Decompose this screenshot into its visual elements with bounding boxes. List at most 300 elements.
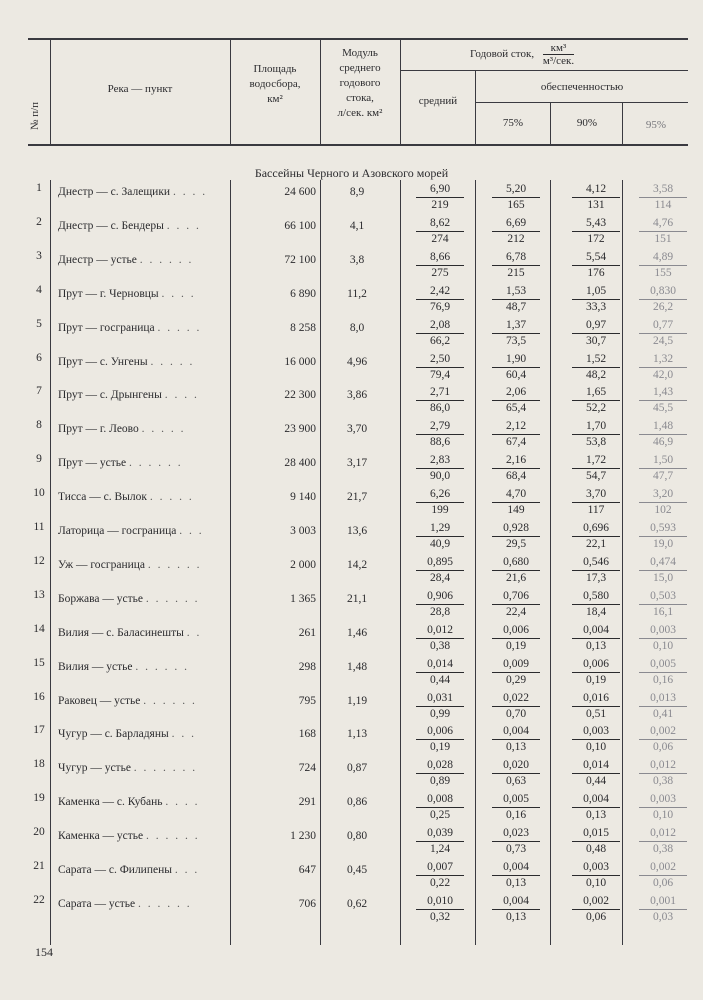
runoff-p75-km3: 1,53: [492, 284, 540, 300]
table-row: [0, 657, 703, 691]
runoff-mean: [410, 758, 470, 789]
leader-dots: . . . . .: [157, 321, 202, 334]
runoff-p95-m3s: 0,38: [652, 843, 674, 856]
river-point: [58, 661, 228, 673]
runoff-mean: [410, 691, 470, 722]
catchment-area: 8 258: [290, 321, 316, 334]
runoff-mean-m3s: 28,8: [429, 605, 451, 618]
leader-dots: . . . . .: [149, 491, 194, 504]
prob-rule: [475, 102, 688, 103]
runoff-p75-m3s: 0,19: [505, 639, 527, 652]
runoff-mean: [410, 318, 470, 349]
runoff-p95-m3s: 24,5: [652, 334, 674, 347]
runoff-modulus: 0,87: [346, 762, 368, 775]
runoff-mean: [410, 724, 470, 755]
river-point: [58, 356, 228, 368]
runoff-mean: [410, 521, 470, 552]
runoff-p95: [633, 216, 693, 247]
runoff-p90: [566, 216, 626, 247]
runoff-p90: [566, 385, 626, 416]
runoff-mean-km3: 2,79: [416, 419, 464, 435]
runoff-mean-km3: 0,010: [416, 894, 464, 910]
river-name: Днестр — устье: [58, 253, 137, 266]
header-runoff-title: Годовой сток,: [470, 48, 535, 61]
runoff-p90: [566, 860, 626, 891]
runoff-p90: [566, 589, 626, 620]
runoff-p75-m3s: 0,13: [505, 741, 527, 754]
river-point: [58, 220, 228, 232]
runoff-mean-m3s: 0,22: [429, 877, 451, 889]
runoff-p95-km3: 4,76: [639, 216, 687, 232]
runoff-p90-km3: 0,014: [572, 758, 620, 774]
runoff-mean-km3: 0,012: [416, 623, 464, 639]
leader-dots: . . . . . .: [147, 558, 202, 571]
row-number: 22: [33, 893, 45, 906]
runoff-mean: [410, 352, 470, 383]
runoff-p75-m3s: 22,4: [505, 605, 527, 618]
river-name: Сарата — с. Филипены: [58, 864, 172, 876]
runoff-p95: [633, 182, 693, 213]
river-point: [58, 728, 228, 740]
runoff-p75: [486, 419, 546, 450]
runoff-p95-m3s: 19,0: [652, 538, 674, 550]
runoff-p75: [486, 487, 546, 518]
catchment-area: 22 300: [284, 389, 316, 402]
row-number: 11: [33, 521, 45, 533]
runoff-modulus: 3,8: [349, 253, 365, 266]
runoff-mean-m3s: 88,6: [429, 436, 451, 449]
river-name: Днестр — с. Залещики: [58, 186, 171, 198]
runoff-p90-m3s: 0,10: [585, 741, 607, 754]
header-modulus: [322, 46, 398, 121]
runoff-p95-km3: 0,593: [639, 521, 687, 537]
runoff-p90-m3s: 176: [587, 266, 605, 279]
runoff-mean-km3: 8,66: [416, 250, 464, 266]
runoff-p75-km3: 0,004: [492, 860, 540, 876]
runoff-modulus: 8,0: [349, 321, 365, 334]
runoff-modulus: 21,1: [346, 592, 368, 605]
runoff-mean-m3s: 1,24: [429, 843, 451, 856]
row-number: 14: [33, 622, 45, 635]
runoff-mean-km3: 6,90: [416, 182, 464, 198]
runoff-p75-km3: 0,020: [492, 758, 540, 774]
runoff-p75-m3s: 215: [507, 266, 525, 279]
table-top-rule: [28, 38, 688, 40]
runoff-p75: [486, 792, 546, 823]
runoff-p75-m3s: 21,6: [505, 571, 527, 584]
catchment-area: 795: [298, 694, 316, 707]
river-name: Боржава — устье: [58, 592, 144, 605]
row-number: 2: [36, 215, 42, 228]
runoff-p90-m3s: 17,3: [585, 571, 607, 584]
runoff-modulus: 0,45: [346, 864, 368, 876]
runoff-modulus: 11,2: [347, 287, 367, 300]
river-name: Каменка — устье: [58, 830, 144, 843]
river-point: [58, 525, 228, 537]
runoff-p95-m3s: 0,41: [652, 707, 674, 720]
runoff-p95-km3: 0,503: [639, 589, 687, 605]
header-number: № п/п: [29, 101, 41, 131]
runoff-p75-m3s: 0,70: [505, 707, 527, 720]
leader-dots: . . .: [171, 728, 196, 741]
runoff-mean: [410, 216, 470, 247]
runoff-p95: [633, 521, 693, 552]
runoff-mean-m3s: 0,25: [429, 809, 451, 822]
river-point: [58, 254, 228, 266]
river-point: [58, 898, 228, 910]
runoff-p90-km3: 0,004: [572, 623, 620, 639]
runoff-p95: [633, 385, 693, 416]
runoff-p95-km3: 0,77: [639, 318, 687, 334]
runoff-p90-m3s: 117: [587, 504, 605, 517]
runoff-mean-m3s: 86,0: [429, 402, 451, 415]
header-divider-1: [50, 38, 51, 144]
runoff-p95: [633, 589, 693, 620]
runoff-p75-km3: 2,12: [492, 419, 540, 435]
runoff-p95: [633, 792, 693, 823]
river-name: Прут — г. Черновцы: [58, 287, 159, 300]
runoff-p75-m3s: 0,73: [505, 843, 527, 856]
runoff-p75-m3s: 0,16: [505, 809, 527, 822]
runoff-p95-km3: 3,58: [639, 182, 687, 198]
runoff-modulus: 1,48: [346, 660, 368, 673]
runoff-modulus: 3,70: [346, 423, 368, 436]
subheader-rule: [400, 70, 688, 71]
runoff-p75: [486, 758, 546, 789]
runoff-p90: [566, 758, 626, 789]
runoff-p90: [566, 724, 626, 755]
river-point: [58, 796, 228, 808]
runoff-p95-m3s: 0,10: [652, 639, 674, 652]
runoff-p95-m3s: 26,2: [652, 300, 674, 313]
page-number: 154: [35, 945, 53, 959]
river-name: Вилия — устье: [58, 660, 133, 673]
runoff-mean-km3: 0,039: [416, 826, 464, 842]
runoff-p90-m3s: 0,51: [585, 707, 607, 720]
table-row: [0, 555, 703, 589]
runoff-p95-km3: 0,003: [639, 792, 687, 808]
runoff-p90-m3s: 53,8: [585, 436, 607, 449]
runoff-p95-m3s: 15,0: [652, 571, 674, 584]
header-runoff-unit-bottom: м³/сек.: [542, 55, 575, 67]
header-bottom-rule: [28, 144, 688, 146]
catchment-area: 6 890: [290, 287, 316, 300]
table-row: [0, 487, 703, 521]
row-number: 5: [36, 317, 42, 330]
runoff-p95-km3: 0,002: [639, 724, 687, 740]
runoff-mean: [410, 860, 470, 891]
runoff-p90: [566, 318, 626, 349]
runoff-p75: [486, 589, 546, 620]
catchment-area: 298: [298, 660, 316, 673]
leader-dots: . . .: [174, 864, 200, 876]
runoff-mean: [410, 623, 470, 654]
catchment-area: 1 365: [290, 592, 316, 605]
leader-dots: . . . . . .: [145, 592, 200, 605]
runoff-mean-km3: 2,42: [416, 284, 464, 300]
row-number: 10: [33, 487, 45, 500]
runoff-p90: [566, 691, 626, 722]
runoff-p90-km3: 0,97: [572, 318, 620, 334]
river-point: [58, 695, 228, 707]
leader-dots: . . . . . .: [143, 694, 197, 707]
runoff-p75-m3s: 29,5: [505, 538, 527, 550]
river-point: [58, 186, 228, 198]
runoff-mean: [410, 894, 470, 925]
header-p95: 95%: [645, 119, 667, 131]
runoff-modulus: 0,86: [346, 796, 368, 809]
table-row: [0, 623, 703, 657]
runoff-p75-m3s: 0,13: [505, 910, 527, 923]
runoff-p95-km3: 0,012: [639, 826, 687, 842]
row-number: 3: [36, 249, 42, 262]
river-point: [58, 864, 228, 876]
runoff-mean-m3s: 90,0: [429, 470, 451, 483]
runoff-p95-km3: 0,012: [639, 758, 687, 774]
runoff-p95-km3: 3,20: [639, 487, 687, 503]
river-point: [58, 322, 228, 334]
runoff-p75-m3s: 67,4: [505, 436, 527, 449]
runoff-p75-km3: 6,78: [492, 250, 540, 266]
catchment-area: 724: [298, 762, 316, 775]
runoff-mean-km3: 0,028: [416, 758, 464, 774]
leader-dots: . . . . . .: [135, 660, 189, 673]
header-modulus-line3: годового: [339, 77, 381, 89]
runoff-modulus: 4,1: [349, 219, 365, 232]
runoff-p75-km3: 1,90: [492, 352, 540, 368]
runoff-p90-km3: 1,65: [572, 385, 620, 401]
header-divider-7: [622, 102, 623, 144]
catchment-area: 24 600: [284, 186, 316, 198]
runoff-mean-km3: 6,26: [416, 487, 464, 503]
row-number: 20: [33, 826, 45, 839]
river-point: [58, 593, 228, 605]
leader-dots: . . . . . .: [146, 830, 200, 843]
runoff-p90: [566, 453, 626, 484]
runoff-p95-km3: 0,003: [639, 623, 687, 639]
catchment-area: 23 900: [284, 423, 316, 436]
runoff-p75: [486, 894, 546, 925]
runoff-p75-km3: 0,006: [492, 623, 540, 639]
row-number: 6: [36, 351, 42, 364]
runoff-p95: [633, 453, 693, 484]
row-number: 1: [36, 182, 42, 194]
leader-dots: . . . . .: [150, 355, 195, 368]
runoff-p75: [486, 521, 546, 552]
runoff-p95: [633, 352, 693, 383]
row-number: 15: [33, 656, 45, 669]
table-row: [0, 894, 703, 928]
runoff-mean-km3: 0,008: [416, 792, 464, 808]
runoff-p90-km3: 5,43: [572, 216, 620, 232]
leader-dots: . . . . . . .: [133, 762, 198, 775]
runoff-p75-m3s: 60,4: [505, 368, 527, 381]
table-row: [0, 250, 703, 284]
river-point: [58, 830, 228, 842]
runoff-p90-km3: 1,05: [572, 284, 620, 300]
runoff-mean: [410, 284, 470, 315]
row-number: 16: [33, 690, 45, 703]
runoff-mean-m3s: 0,32: [429, 910, 451, 923]
header-divider-3: [320, 38, 321, 144]
table-row: [0, 589, 703, 623]
runoff-mean-km3: 2,08: [416, 318, 464, 334]
runoff-p95-km3: 0,013: [639, 691, 687, 707]
runoff-mean-m3s: 0,99: [429, 707, 451, 720]
runoff-modulus: 3,17: [346, 457, 368, 470]
runoff-p90: [566, 792, 626, 823]
river-point: [58, 491, 228, 503]
runoff-p95-km3: 0,005: [639, 657, 687, 673]
row-number: 8: [36, 419, 42, 432]
runoff-mean-m3s: 76,9: [429, 300, 451, 313]
catchment-area: 1 230: [290, 830, 316, 843]
leader-dots: . . .: [179, 525, 204, 537]
river-name: Латорица — госграница: [58, 525, 177, 537]
runoff-p90: [566, 419, 626, 450]
header-modulus-line5: л/сек. км²: [337, 107, 383, 119]
runoff-p90-km3: 0,015: [572, 826, 620, 842]
runoff-p75-km3: 4,70: [492, 487, 540, 503]
runoff-p75: [486, 284, 546, 315]
runoff-mean: [410, 826, 470, 857]
runoff-p75-km3: 2,16: [492, 453, 540, 469]
runoff-modulus: 4,96: [346, 355, 368, 368]
runoff-p95-m3s: 0,10: [652, 809, 674, 822]
table-row: [0, 724, 703, 758]
runoff-p90-km3: 0,006: [572, 657, 620, 673]
catchment-area: 28 400: [284, 457, 316, 470]
runoff-mean-km3: 0,906: [416, 589, 464, 605]
runoff-mean: [410, 419, 470, 450]
runoff-modulus: 8,9: [349, 186, 365, 198]
runoff-p75-km3: 0,022: [492, 691, 540, 707]
river-point: [58, 288, 228, 300]
catchment-area: 2 000: [290, 558, 316, 571]
runoff-p75: [486, 216, 546, 247]
row-number: 17: [33, 724, 45, 737]
runoff-p95-km3: 1,48: [639, 419, 687, 435]
leader-dots: . .: [186, 626, 202, 639]
runoff-p90: [566, 826, 626, 857]
runoff-p90-km3: 0,004: [572, 792, 620, 808]
runoff-p90-km3: 5,54: [572, 250, 620, 266]
runoff-p95-km3: 0,001: [639, 894, 687, 910]
river-point: [58, 423, 228, 435]
river-name: Каменка — с. Кубань: [58, 796, 163, 809]
runoff-p95: [633, 860, 693, 891]
runoff-modulus: 1,46: [346, 626, 368, 639]
runoff-p95-m3s: 0,06: [652, 877, 674, 889]
runoff-p95: [633, 758, 693, 789]
catchment-area: 706: [298, 897, 316, 910]
runoff-p75-km3: 0,004: [492, 724, 540, 740]
runoff-mean-km3: 0,014: [416, 657, 464, 673]
header-p90: 90%: [576, 117, 598, 129]
runoff-p95-km3: 0,002: [639, 860, 687, 876]
runoff-p90: [566, 623, 626, 654]
runoff-p75-km3: 2,06: [492, 385, 540, 401]
header-modulus-line1: Модуль: [342, 47, 378, 59]
river-name: Уж — госграница: [58, 558, 146, 571]
river-name: Прут — с. Дрынгены: [58, 389, 162, 402]
runoff-mean: [410, 385, 470, 416]
runoff-mean-m3s: 79,4: [429, 368, 451, 381]
runoff-p75: [486, 826, 546, 857]
runoff-mean-km3: 2,71: [416, 385, 464, 401]
runoff-p90: [566, 487, 626, 518]
section-title: Бассейны Черного и Азовского морей: [254, 166, 449, 180]
runoff-p95: [633, 826, 693, 857]
runoff-mean: [410, 657, 470, 688]
runoff-p95-m3s: 0,38: [652, 775, 674, 788]
runoff-mean-km3: 0,006: [416, 724, 464, 740]
table-row: [0, 385, 703, 419]
runoff-p95-m3s: 102: [654, 504, 672, 517]
catchment-area: 72 100: [284, 253, 316, 266]
runoff-mean-m3s: 0,89: [429, 775, 451, 788]
runoff-p95-m3s: 114: [654, 199, 672, 211]
runoff-mean-m3s: 219: [431, 199, 449, 211]
row-number: 9: [36, 453, 42, 466]
catchment-area: 168: [298, 728, 316, 741]
runoff-p95-m3s: 45,5: [652, 402, 674, 415]
runoff-modulus: 21,7: [346, 491, 368, 504]
leader-dots: . . . .: [166, 219, 201, 232]
header-area-line3: км²: [267, 93, 283, 105]
river-point: [58, 762, 228, 774]
runoff-p90-m3s: 131: [587, 199, 605, 211]
runoff-p90: [566, 555, 626, 586]
catchment-area: 647: [298, 864, 316, 876]
runoff-p95: [633, 894, 693, 925]
catchment-area: 66 100: [284, 219, 316, 232]
runoff-p90-m3s: 33,3: [585, 300, 607, 313]
runoff-p75: [486, 352, 546, 383]
runoff-mean-km3: 2,83: [416, 453, 464, 469]
runoff-p90-km3: 0,002: [572, 894, 620, 910]
runoff-p95: [633, 691, 693, 722]
header-river: Река — пункт: [107, 83, 173, 95]
header-probability: обеспеченностью: [540, 81, 624, 93]
row-number: 21: [33, 860, 45, 872]
row-number: 7: [36, 385, 42, 398]
table-row: [0, 826, 703, 860]
runoff-mean-km3: 0,895: [416, 555, 464, 571]
runoff-p90-m3s: 30,7: [585, 334, 607, 347]
runoff-p95: [633, 487, 693, 518]
runoff-mean-km3: 0,031: [416, 691, 464, 707]
header-runoff: [470, 42, 670, 67]
runoff-mean: [410, 250, 470, 281]
river-name: Тисса — с. Вылок: [58, 491, 147, 504]
runoff-p95-km3: 0,830: [639, 284, 687, 300]
runoff-p95: [633, 284, 693, 315]
header-divider-2: [230, 38, 231, 144]
runoff-p75-m3s: 0,29: [505, 673, 527, 686]
runoff-p90-km3: 3,70: [572, 487, 620, 503]
runoff-modulus: 3,86: [346, 389, 368, 402]
catchment-area: 261: [298, 626, 316, 639]
runoff-p90-km3: 1,72: [572, 453, 620, 469]
runoff-mean-km3: 1,29: [416, 521, 464, 537]
catchment-area: 9 140: [290, 491, 316, 504]
header-modulus-line2: среднего: [339, 62, 381, 74]
river-name: Раковец — устье: [58, 694, 141, 707]
runoff-p95: [633, 724, 693, 755]
runoff-p75: [486, 691, 546, 722]
river-name: Прут — устье: [58, 457, 127, 470]
